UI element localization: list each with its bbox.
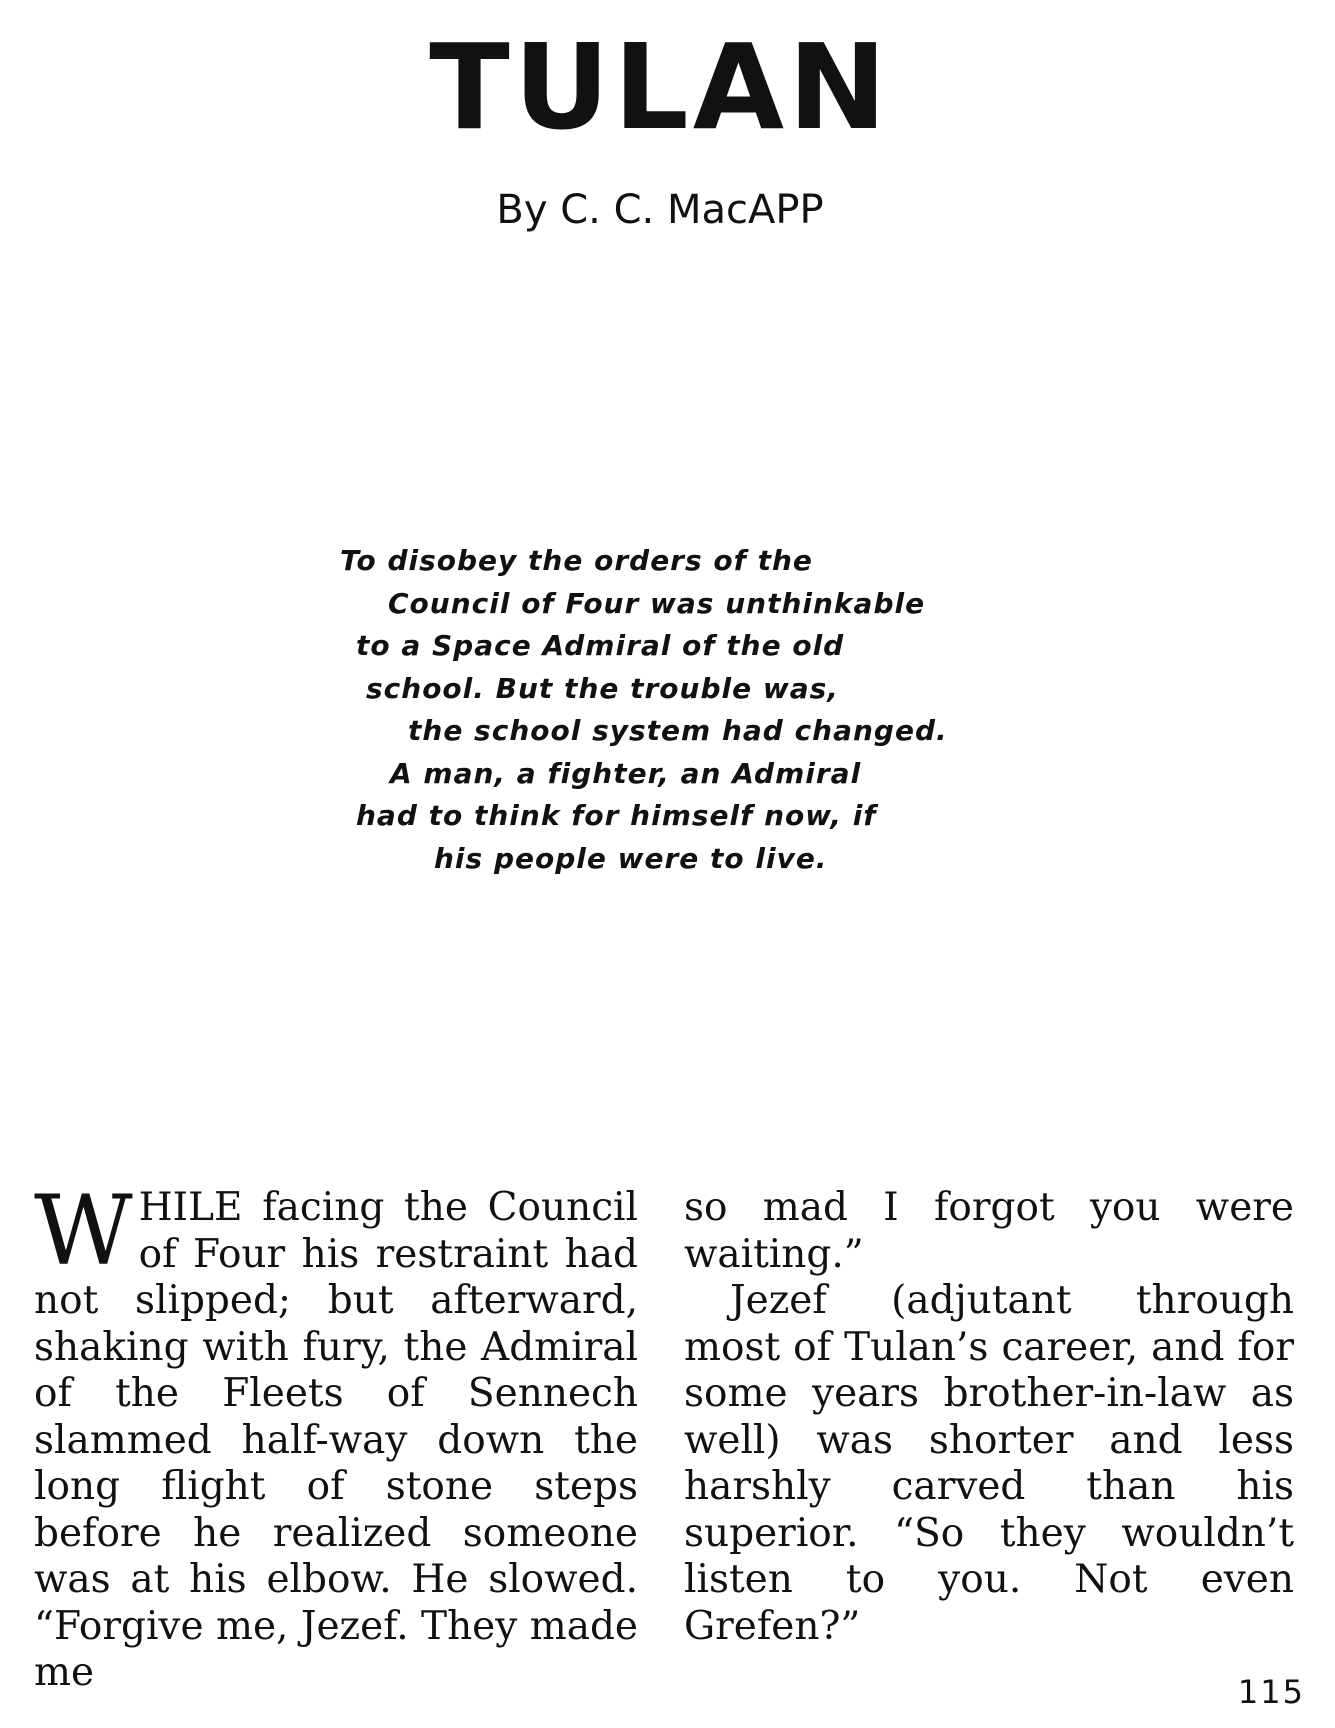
story-title: TULAN — [429, 18, 891, 156]
body-text: HILE facing the Council of Four his restraint had not slipped; but afterward, shaking with fury, the Admiral of the Fleets of Sennech slammed half-way down the long flight of stone steps before he realized someone was at his elbow. He slowed. “Forgive me, Jezef. They made me — [34, 1185, 638, 1695]
author-byline: By C. C. MacAPP — [496, 187, 824, 233]
blurb-line: his people were to live. — [434, 841, 828, 875]
body-column-left — [34, 1175, 638, 1697]
blurb-line: A man, a fighter, an Admiral — [390, 756, 862, 790]
blurb-line: had to think for himself now, if — [356, 799, 877, 832]
blurb-line: To disobey the orders of the — [340, 544, 813, 577]
drop-cap: W — [34, 1175, 133, 1287]
blurb-line: to a Space Admiral of the old — [356, 629, 845, 662]
story-blurb — [340, 540, 980, 880]
page-number: 115 — [1237, 1673, 1305, 1711]
blurb-line: Council of Four was unthinkable — [388, 586, 926, 620]
blurb-line: school. But the trouble was, — [366, 671, 839, 705]
body-paragraph: Jezef (adjutant through most of Tulan’s career, and for some years brother-in-law as well) was shorter and less harshly carved than his superior. “So they wouldn’t listen to you. Not even Grefen?” — [684, 1278, 1294, 1649]
body-column-right — [684, 1185, 1294, 1650]
body-paragraph: so mad I forgot you were waiting.” — [684, 1185, 1294, 1277]
blurb-line: the school system had changed. — [408, 714, 948, 747]
